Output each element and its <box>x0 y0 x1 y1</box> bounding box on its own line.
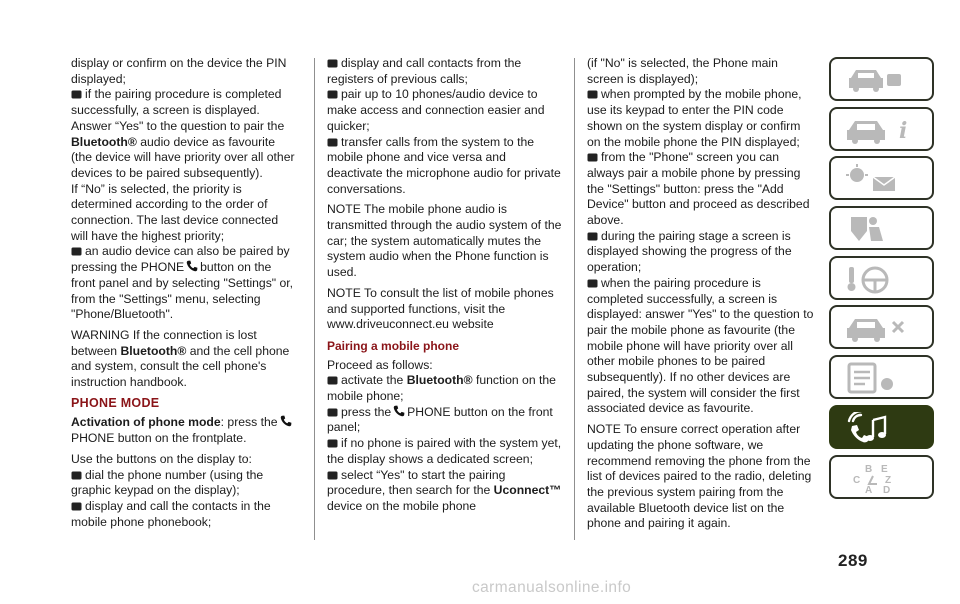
tab-emergency[interactable] <box>829 305 934 349</box>
car-info-icon <box>843 114 923 146</box>
bullet-item: when prompted by the mobile phone, use its keypad to enter the PIN code shown on the system display or confirm on the mobile phone the PIN displayed; <box>587 87 802 149</box>
subsection-heading: Pairing a mobile phone <box>327 338 460 353</box>
bullet-item: display and call the contacts in the mobile phone phonebook; <box>71 498 271 529</box>
bullet-icon <box>71 90 82 99</box>
index-letter: C <box>853 474 861 486</box>
bullet-icon <box>71 471 82 480</box>
warning-lights-icon <box>843 163 923 195</box>
column-divider <box>314 58 315 540</box>
tab-maintenance[interactable] <box>829 355 934 399</box>
index-letter: E <box>881 463 888 475</box>
bullet-item: dial the phone number (using the graphic keypad on the display); <box>71 467 264 498</box>
bullet-item: if the pairing procedure is completed successfully, a screen is displayed. Answer “Yes" to the question to pair the Bluetooth® audio device as favourite (the device will have priority over all other devices to be paired subsequently). <box>71 87 295 180</box>
section-heading: PHONE MODE <box>71 395 160 410</box>
bullet-icon <box>587 90 598 99</box>
index-letter: D <box>883 484 891 494</box>
warning-paragraph: WARNING If the connection is lost between Bluetooth® and the cell phone and system, consult the cell phone's instruction handbook. <box>71 327 290 390</box>
bullet-item: select “Yes" to start the pairing procedure, then search for the Uconnect™ device on the mobile phone <box>327 467 562 513</box>
bullet-icon <box>587 232 598 241</box>
paragraph: (if "No" is selected, the Phone main screen is displayed); <box>587 56 778 86</box>
bullet-icon <box>327 90 338 99</box>
svg-text:i: i <box>899 117 908 144</box>
safety-airbag-icon <box>843 213 923 245</box>
bullet-item: from the "Phone" screen you can always pair a mobile phone by pressing the "Settings" button: press the "Add Device" button and proceed as described above. <box>587 150 810 228</box>
tab-index[interactable] <box>829 455 934 499</box>
bullet-item: transfer calls from the system to the mobile phone and vice versa and deactivate the microphone audio for private conversations. <box>327 134 561 196</box>
bullet-icon <box>327 439 338 448</box>
bullet-icon <box>327 59 338 68</box>
tab-car-info[interactable] <box>829 107 934 151</box>
note-paragraph: NOTE The mobile phone audio is transmitted through the audio system of the car; the system automatically mutes the system audio when the Phone function is used. <box>327 202 562 280</box>
bullet-item: pair up to 10 phones/audio device to make access and connection easier and quicker; <box>327 87 545 133</box>
bullet-icon <box>71 247 82 256</box>
bullet-item: press the PHONE button on the front panel; <box>327 404 553 435</box>
chapter-tabs <box>829 57 934 504</box>
index-letter: A <box>865 484 873 494</box>
index-alphabet-icon <box>843 462 923 494</box>
paragraph: Activation of phone mode: press thePHONE button on the frontplate. <box>71 415 297 446</box>
bullet-icon <box>327 471 338 480</box>
note-paragraph: NOTE To ensure correct operation after updating the phone software, we recommend removing the phone from the list of devices paired to the radio, deleting the previous system pairing from the available Bluetooth device list on the phone and pairing it again. <box>587 422 812 531</box>
text-column-1 <box>71 56 297 530</box>
paragraph: If “No” is selected, the priority is determined according to the order of connection. The last device connected will have the highest priority; <box>71 181 279 243</box>
column-divider <box>574 58 575 540</box>
phone-icon <box>186 260 198 272</box>
bullet-item: during the pairing stage a screen is displayed showing the progress of the operation; <box>587 228 792 275</box>
emergency-car-icon <box>843 312 923 344</box>
bullet-icon <box>71 502 82 511</box>
bullet-item: when the pairing procedure is completed successfully, a screen is displayed: answer "Yes" to the question to pair the mobile phone as favourite (the mobile phone will have priority over all other mobile phones to be paired subsequently). If no other devices are paired, the system will consider the first associated device as favourite. <box>587 275 814 416</box>
watermark-text[interactable]: carmanualsonline.info <box>472 579 632 596</box>
tab-starting-driving[interactable] <box>829 256 934 300</box>
index-letter: B <box>865 463 873 475</box>
text-column-2 <box>327 56 563 515</box>
bullet-item: activate the Bluetooth® function on the mobile phone; <box>327 373 556 404</box>
phone-icon <box>280 415 292 427</box>
tab-dashboard[interactable] <box>829 57 934 101</box>
bullet-item: display and call contacts from the registers of previous calls; <box>327 56 522 86</box>
tab-warning-lights[interactable] <box>829 156 934 200</box>
steering-starting-icon <box>843 263 923 295</box>
bullet-item: an audio device can also be paired by pressing the PHONE button on the front panel and by selecting "Settings" or, from the "Settings" menu, selecting "Phone/Bluetooth". <box>71 244 294 322</box>
multimedia-phone-music-icon <box>843 412 923 444</box>
index-letter: Z <box>885 474 892 486</box>
tab-safety[interactable] <box>829 206 934 250</box>
paragraph: Proceed as follows: <box>327 357 433 372</box>
bullet-icon <box>327 376 338 385</box>
phone-icon <box>393 405 405 417</box>
paragraph: display or confirm on the device the PIN displayed; <box>71 56 287 86</box>
bullet-item: if no phone is paired with the system yet, the display shows a dedicated screen; <box>327 436 562 466</box>
car-dashboard-icon <box>843 64 923 96</box>
tab-multimedia[interactable] <box>829 405 934 449</box>
bullet-icon <box>327 408 338 417</box>
bullet-icon <box>327 138 338 147</box>
bullet-icon <box>587 279 598 288</box>
maintenance-checklist-icon <box>843 362 923 394</box>
text-column-3 <box>587 56 815 537</box>
paragraph: Use the buttons on the display to: <box>71 451 252 466</box>
note-paragraph: NOTE To consult the list of mobile phones and supported functions, visit the www.driveuconnect.eu website <box>327 285 554 332</box>
page-number: 289 <box>838 551 868 570</box>
bullet-icon <box>587 153 598 162</box>
